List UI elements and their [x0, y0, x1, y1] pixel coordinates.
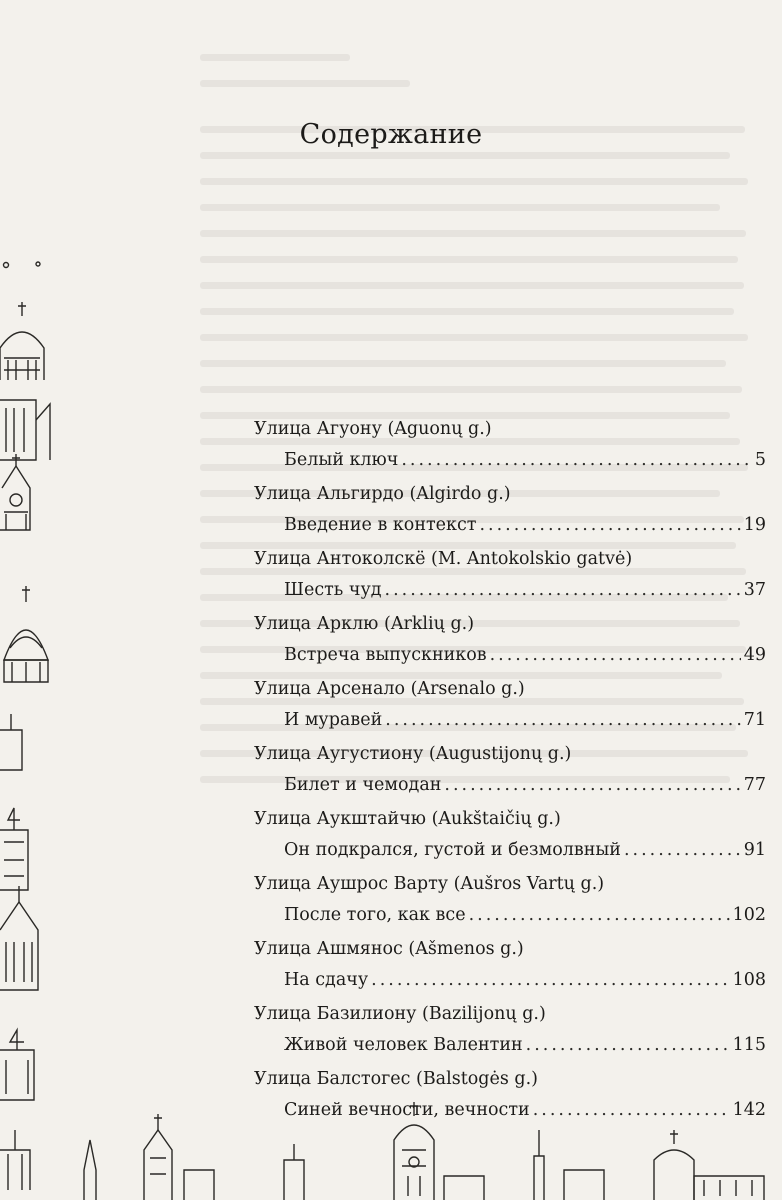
- story-title: После того, как все: [284, 905, 466, 925]
- toc-entry: [254, 1004, 766, 1069]
- dot-leader: [533, 1100, 730, 1120]
- page-number: 102: [732, 905, 766, 925]
- toc-story-line[interactable]: [284, 970, 766, 994]
- dot-leader: [490, 645, 741, 665]
- dot-leader: [624, 840, 741, 860]
- toc-title: Содержание: [299, 119, 483, 150]
- story-title: И муравей: [284, 710, 383, 730]
- page-number: 37: [743, 580, 766, 600]
- toc-entry: [254, 549, 766, 614]
- toc-story-line[interactable]: [284, 1035, 766, 1059]
- dot-leader: [385, 580, 741, 600]
- toc-story-line[interactable]: [284, 775, 766, 799]
- toc-entry: [254, 1069, 766, 1134]
- page-number: 115: [732, 1035, 766, 1055]
- toc-story-line[interactable]: [284, 905, 766, 929]
- toc-story-line[interactable]: [284, 840, 766, 864]
- dot-leader: [526, 1035, 730, 1055]
- dot-leader: [401, 450, 752, 470]
- dot-leader: [444, 775, 740, 795]
- toc-entry: [254, 744, 766, 809]
- street-heading: Улица Аукштайчю (Aukštaičių g.): [254, 809, 561, 829]
- toc-entry: [254, 874, 766, 939]
- toc-entry: [254, 939, 766, 1004]
- toc-entry: [254, 484, 766, 549]
- page-number: 5: [754, 450, 766, 470]
- toc-entry: [254, 809, 766, 874]
- story-title: Белый ключ: [284, 450, 399, 470]
- street-heading: Улица Альгирдо (Algirdo g.): [254, 484, 511, 504]
- street-heading: Улица Антоколскё (M. Antokolskio gatvė): [254, 549, 633, 569]
- story-title: Встреча выпускников: [284, 645, 487, 665]
- street-heading: Улица Балстогес (Balstogės g.): [254, 1069, 538, 1089]
- toc-entry: [254, 679, 766, 744]
- story-title: Шесть чуд: [284, 580, 382, 600]
- left-towers-illustration: [0, 230, 64, 1190]
- page-number: 142: [732, 1100, 766, 1120]
- table-of-contents: [254, 419, 766, 1134]
- street-heading: Улица Аушрос Варту (Aušros Vartų g.): [254, 874, 605, 894]
- street-heading: Улица Агуону (Aguonų g.): [254, 419, 492, 439]
- page-number: 19: [743, 515, 766, 535]
- toc-entry: [254, 614, 766, 679]
- dot-leader: [385, 710, 740, 730]
- street-heading: Улица Арклю (Arklių g.): [254, 614, 475, 634]
- toc-story-line[interactable]: [284, 450, 766, 474]
- page-number: 49: [743, 645, 766, 665]
- toc-story-line[interactable]: [284, 1100, 766, 1124]
- story-title: Билет и чемодан: [284, 775, 442, 795]
- story-title: Введение в контекст: [284, 515, 477, 535]
- street-heading: Улица Ашмянос (Ašmenos g.): [254, 939, 524, 959]
- story-title: Он подкрался, густой и безмолвный: [284, 840, 621, 860]
- toc-story-line[interactable]: [284, 515, 766, 539]
- page-number: 108: [732, 970, 766, 990]
- street-heading: Улица Арсенало (Arsenalo g.): [254, 679, 525, 699]
- story-title: На сдачу: [284, 970, 369, 990]
- toc-story-line[interactable]: [284, 710, 766, 734]
- page-number: 91: [743, 840, 766, 860]
- dot-leader: [479, 515, 740, 535]
- story-title: Живой человек Валентин: [284, 1035, 523, 1055]
- toc-story-line[interactable]: [284, 580, 766, 604]
- page-number: 71: [743, 710, 766, 730]
- page-number: 77: [743, 775, 766, 795]
- toc-story-line[interactable]: [284, 645, 766, 669]
- toc-entry: [254, 419, 766, 484]
- street-heading: Улица Базилиону (Bazilijonų g.): [254, 1004, 546, 1024]
- story-title: Синей вечности, вечности: [284, 1100, 530, 1120]
- street-heading: Улица Аугустиону (Augustijonų g.): [254, 744, 572, 764]
- dot-leader: [469, 905, 730, 925]
- dot-leader: [371, 970, 729, 990]
